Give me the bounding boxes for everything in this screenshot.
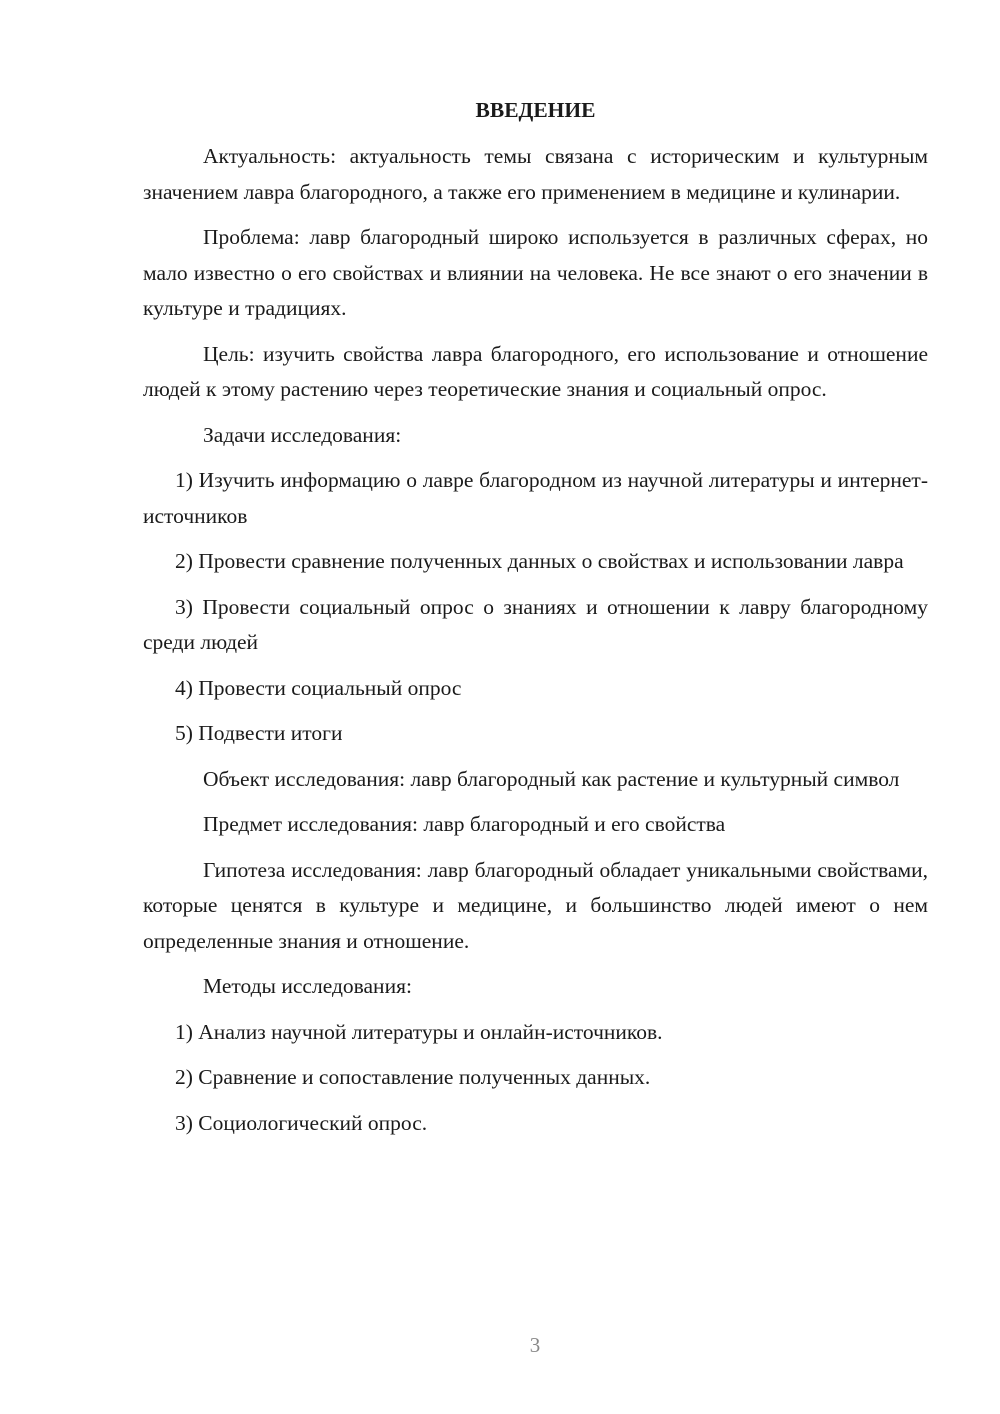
goal-paragraph: Цель: изучить свойства лавра благородного, его использование и отношение людей к этому растению через теоретические знания и социальный опрос. bbox=[143, 341, 928, 401]
methods-heading: Методы исследования: bbox=[203, 974, 412, 998]
task-item: 5) Подвести итоги bbox=[175, 721, 343, 745]
tasks-heading: Задачи исследования: bbox=[203, 422, 402, 447]
problem-paragraph: Проблема: лавр благородный широко используется в различных сферах, но мало известно о его свойствах и влиянии на человека. Не все знают о его значении в культуре и традициях. bbox=[143, 225, 928, 320]
task-item: 3) Провести социальный опрос о знаниях и отношении к лавру благородному среди людей bbox=[143, 594, 928, 654]
task-item: 2) Провести сравнение полученных данных о свойствах и использовании лавра bbox=[175, 549, 904, 573]
page-number: 3 bbox=[529, 1333, 541, 1357]
method-item: 2) Сравнение и сопоставление полученных данных. bbox=[175, 1065, 651, 1089]
subject-paragraph: Предмет исследования: лавр благородный и его свойства bbox=[203, 812, 726, 836]
relevance-paragraph: Актуальность: актуальность темы связана с историческим и культурным значением лавра благородного, а также его применением в медицине и кулинарии. bbox=[143, 144, 928, 204]
method-item: 1) Анализ научной литературы и онлайн-источников. bbox=[175, 1019, 663, 1044]
task-item: 1) Изучить информацию о лавре благородном из научной литературы и интернет-источников bbox=[143, 468, 928, 528]
section-title: ВВЕДЕНИЕ bbox=[475, 98, 596, 122]
method-item: 3) Социологический опрос. bbox=[175, 1110, 428, 1135]
page-content bbox=[143, 93, 928, 1151]
task-item: 4) Провести социальный опрос bbox=[175, 675, 462, 700]
hypothesis-paragraph: Гипотеза исследования: лавр благородный обладает уникальными свойствами, которые ценятся в культуре и медицине, и большинство людей имеют о нем определенные знания и отношение. bbox=[143, 857, 928, 953]
object-paragraph: Объект исследования: лавр благородный как растение и культурный символ bbox=[203, 766, 900, 791]
